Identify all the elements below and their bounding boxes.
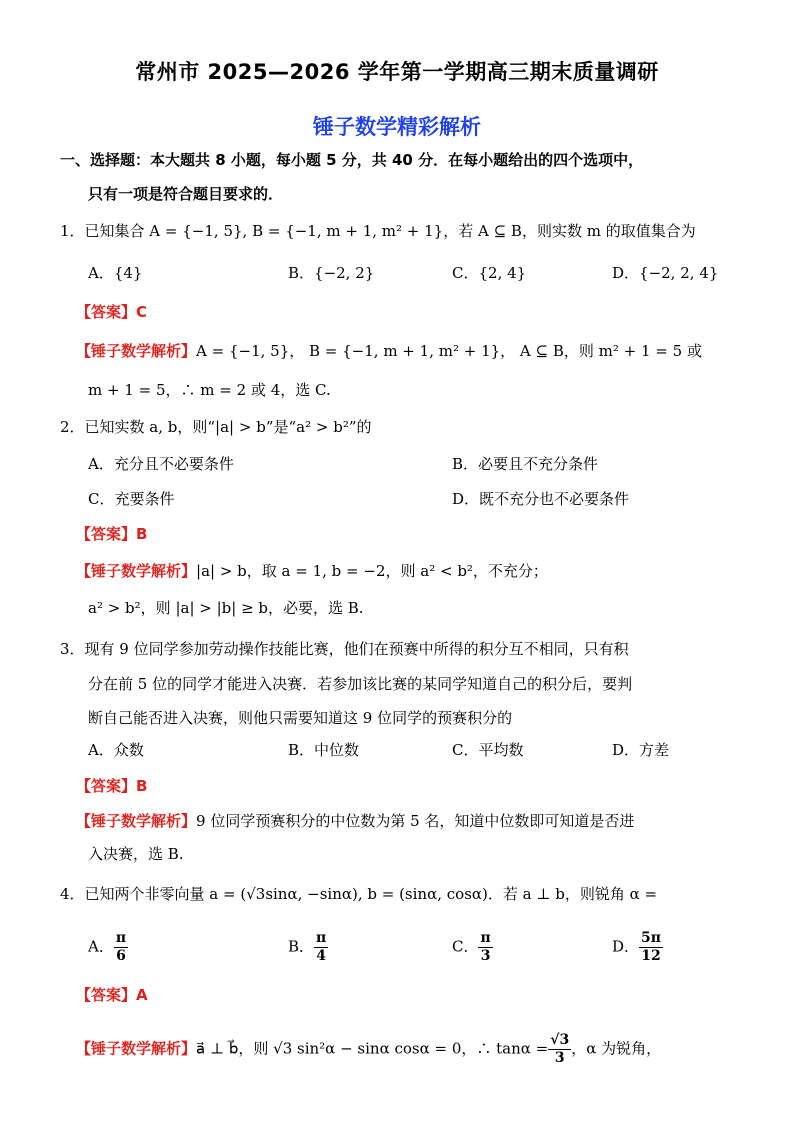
answer-value: B — [136, 525, 148, 543]
question-1-option-c: C．{2, 4} — [452, 264, 527, 282]
option-fraction — [478, 930, 492, 965]
fraction-numerator: √3 — [550, 1032, 570, 1048]
question-2-stem: 2．已知实数 a, b，则“|a| > b”是“a² > b²”的 — [60, 418, 372, 436]
document-subtitle: 锤子数学精彩解析 — [313, 115, 481, 139]
analysis-text: |a| > b，取 a = 1, b = −2，则 a² < b²，不充分； — [196, 562, 548, 580]
question-1-analysis-line-2: m + 1 = 5，∴ m = 2 或 4，选 C. — [88, 381, 331, 399]
question-2-option-a: A．充分且不必要条件 — [88, 455, 234, 473]
question-3-analysis-line-2: 入决赛，选 B. — [88, 845, 184, 863]
analysis-label: 【锤子数学解析】 — [76, 1039, 197, 1058]
question-2-analysis-line-2: a² > b²，则 |a| > |b| ≥ b，必要，选 B. — [88, 599, 364, 617]
question-1-option-a: A．{4} — [88, 264, 143, 282]
analysis-label: 【锤子数学解析】 — [76, 342, 197, 360]
question-3-stem-line-1: 3．现有 9 位同学参加劳动操作技能比赛，他们在预赛中所得的积分互不相同，只有积 — [60, 640, 629, 658]
question-4-answer — [76, 984, 148, 1006]
question-4-option-b — [288, 930, 328, 965]
question-3-option-b: B．中位数 — [288, 741, 360, 759]
question-3-answer — [76, 775, 147, 797]
question-2-option-c: C．充要条件 — [88, 490, 175, 508]
analysis-label: 【锤子数学解析】 — [76, 562, 197, 580]
question-2-option-d: D．既不充分也不必要条件 — [452, 490, 630, 508]
option-prefix: C． — [452, 937, 479, 956]
fraction-numerator: π — [115, 930, 127, 946]
question-4-option-c — [452, 930, 493, 965]
answer-label: 【答案】 — [76, 986, 137, 1004]
question-1-analysis-line-1 — [76, 340, 702, 362]
question-4-option-a — [88, 930, 128, 965]
question-2-analysis-line-1 — [76, 560, 548, 582]
question-3-option-a: A．众数 — [88, 741, 144, 759]
question-4-stem: 4．已知两个非零向量 a = (√3sinα, −sinα), b = (sinα, cosα)．若 a ⊥ b，则锐角 α = — [60, 885, 658, 903]
document-title: 常州市 2025—2026 学年第一学期高三期末质量调研 — [135, 60, 659, 84]
fraction-denominator: 6 — [116, 948, 126, 964]
analysis-text: A = {−1, 5}， B = {−1, m + 1, m² + 1}， A ⊆ B，则 m² + 1 = 5 或 — [196, 342, 702, 360]
fraction-numerator: 5π — [641, 930, 662, 946]
question-2-answer — [76, 523, 147, 545]
question-1-option-b: B．{−2, 2} — [288, 264, 375, 282]
question-3-analysis-line-1 — [76, 810, 634, 832]
option-fraction — [114, 930, 128, 965]
question-1-stem: 1．已知集合 A = {−1, 5}, B = {−1, m + 1, m² + 1}，若 A ⊆ B，则实数 m 的取值集合为 — [60, 222, 696, 240]
fraction-numerator: π — [316, 930, 327, 946]
fraction-denominator: 3 — [554, 1050, 565, 1066]
question-1-option-d: D．{−2, 2, 4} — [612, 264, 719, 282]
section-heading-line-2: 只有一项是符合题目要求的． — [88, 185, 284, 203]
option-fraction — [639, 930, 663, 965]
answer-value: C — [136, 303, 148, 321]
answer-label: 【答案】 — [76, 303, 137, 321]
question-4-option-d — [612, 930, 663, 965]
question-3-option-c: C．平均数 — [452, 741, 524, 759]
fraction-denominator: 4 — [316, 948, 327, 964]
fraction-denominator: 12 — [641, 948, 661, 964]
question-1-answer — [76, 301, 147, 323]
option-prefix: D． — [612, 937, 640, 956]
analysis-fraction — [548, 1032, 571, 1067]
answer-label: 【答案】 — [76, 777, 137, 795]
fraction-numerator: π — [480, 930, 491, 946]
analysis-label: 【锤子数学解析】 — [76, 812, 197, 830]
answer-value: A — [136, 986, 148, 1004]
analysis-text: 9 位同学预赛积分的中位数为第 5 名，知道中位数即可知道是否进 — [196, 812, 635, 830]
answer-value: B — [136, 777, 148, 795]
question-2-option-b: B．必要且不充分条件 — [452, 455, 599, 473]
analysis-text-tail: ，α 为锐角， — [571, 1039, 662, 1058]
question-3-stem-line-3: 断自己能否进入决赛，则他只需要知道这 9 位同学的预赛积分的 — [88, 709, 513, 727]
section-heading-line-1: 一、选择题：本大题共 8 小题，每小题 5 分，共 40 分．在每小题给出的四个选项中， — [60, 151, 644, 169]
question-4-analysis-line-1 — [76, 1032, 661, 1067]
analysis-text: a⃗ ⊥ b⃗，则 √3 sin²α − sinα cosα = 0，∴ tanα = — [196, 1039, 549, 1058]
option-fraction — [314, 930, 328, 965]
option-prefix: A． — [88, 937, 114, 956]
option-prefix: B． — [288, 937, 315, 956]
fraction-denominator: 3 — [480, 948, 491, 964]
question-3-stem-line-2: 分在前 5 位的同学才能进入决赛．若参加该比赛的某同学知道自己的积分后，要判 — [88, 675, 633, 693]
answer-label: 【答案】 — [76, 525, 137, 543]
question-3-option-d: D．方差 — [612, 741, 670, 759]
